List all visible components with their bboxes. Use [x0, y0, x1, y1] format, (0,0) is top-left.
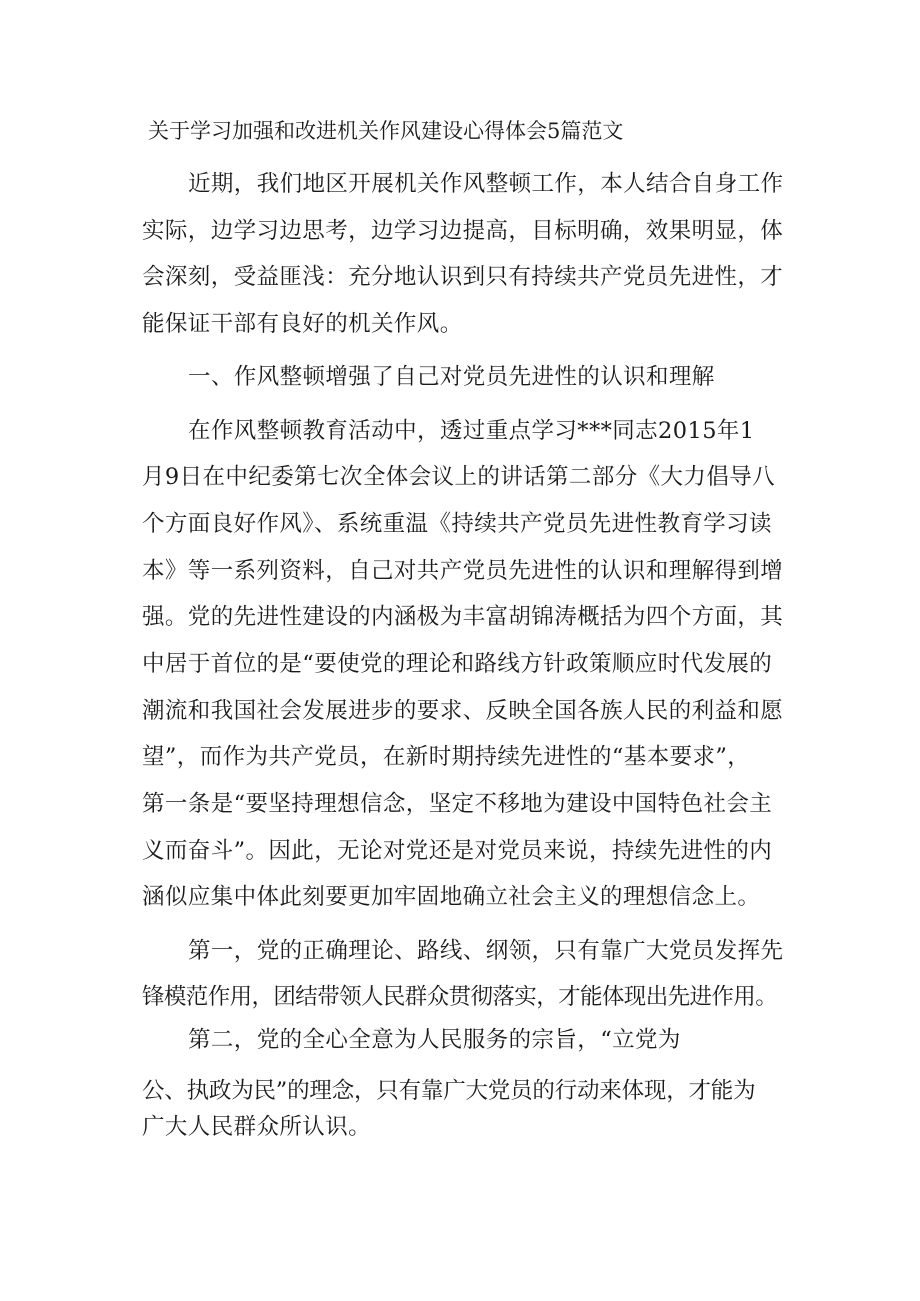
- section-body-line-9: 第一条是“要坚持理想信念，坚定不移地为建设中国特色社会主: [142, 791, 773, 817]
- section-body-line-5: 强。党的先进性建设的内涵极为丰富胡锦涛概括为四个方面，其: [142, 604, 784, 630]
- section-body-line-10: 义而奋斗”。因此，无论对党还是对党员来说，持续先进性的内: [142, 838, 773, 864]
- section-body-line-8: 望”，而作为共产党员，在新时期持续先进性的“基本要求”，: [142, 744, 751, 770]
- point-2-line-3: 广大人民群众所认识。: [142, 1114, 372, 1140]
- section-body-line-7: 潮流和我国社会发展进步的要求、反映全国各族人民的利益和愿: [142, 698, 784, 724]
- point-1-line-1: 第一，党的正确理论、路线、纲领，只有靠广大党员发挥先: [188, 938, 784, 964]
- intro-line-1: 近期，我们地区开展机关作风整顿工作，本人结合自身工作: [188, 171, 784, 197]
- document-title: 关于学习加强和改进机关作风建设心得体会5篇范文: [148, 119, 624, 143]
- intro-line-4: 能保证干部有良好的机关作风。: [142, 311, 463, 337]
- intro-line-2: 实际，边学习边思考，边学习边提高，目标明确，效果明显，体: [142, 218, 784, 244]
- section-body-line-11: 涵似应集中体此刻要更加牢固地确立社会主义的理想信念上。: [142, 884, 761, 910]
- section-body-line-4: 本》等一系列资料，自己对共产党员先进性的认识和理解得到增: [142, 558, 784, 584]
- point-1-line-2: 锋模范作用，团结带领人民群众贯彻落实，才能体现出先进作用。: [142, 984, 778, 1010]
- intro-line-3: 会深刻，受益匪浅：充分地认识到只有持续共产党员先进性，才: [142, 264, 784, 290]
- section-body-line-3: 个方面良好作风》、系统重温《持续共产党员先进性教育学习读: [142, 511, 772, 537]
- section-body-line-1: 在作风整顿教育活动中，透过重点学习***同志2015年1: [188, 418, 755, 444]
- point-2-line-2: 公、执政为民”的理念，只有靠广大党员的行动来体现，才能为: [142, 1078, 756, 1104]
- section-heading: 一、作风整顿增强了自己对党员先进性的认识和理解: [188, 364, 715, 390]
- section-body-line-2: 月9日在中纪委第七次全体会议上的讲话第二部分《大力倡导八: [142, 464, 776, 490]
- point-2-line-1: 第二，党的全心全意为人民服务的宗旨，“立党为: [188, 1027, 681, 1053]
- section-body-line-6: 中居于首位的是“要使党的理论和路线方针政策顺应时代发展的: [142, 651, 773, 677]
